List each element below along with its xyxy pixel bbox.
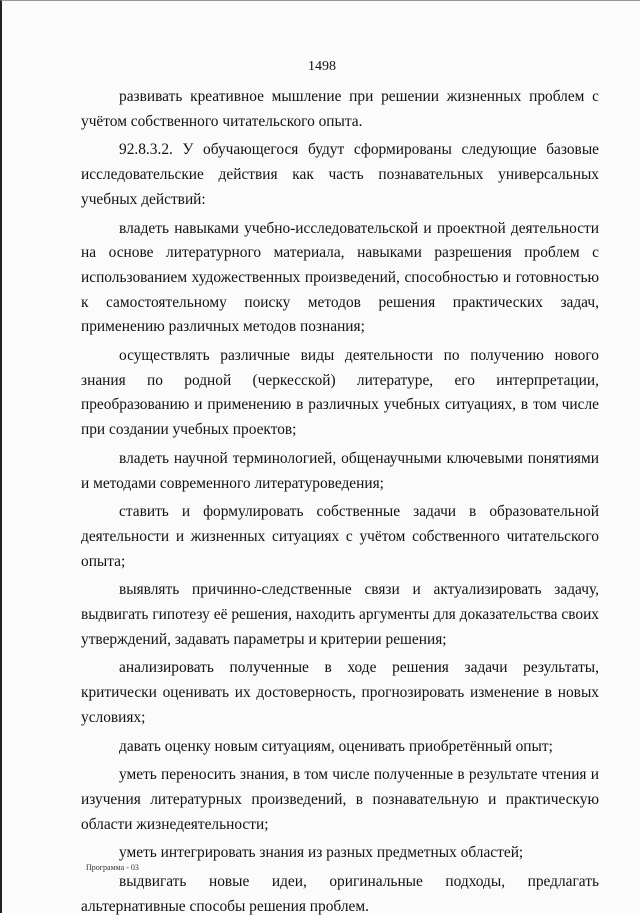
paragraph: владеть научной терминологией, общенаучными ключевыми понятиями и методами современного литературоведения;	[81, 449, 599, 492]
paragraph: 92.8.3.2. У обучающегося будут сформированы следующие базовые исследовательские действия как часть познавательных универсальных учебных действий:	[81, 141, 599, 208]
paragraph: развивать креативное мышление при решении жизненных проблем с учётом собственного читательского опыта.	[81, 88, 599, 130]
paragraph: выявлять причинно-следственные связи и актуализировать задачу, выдвигать гипотезу её решения, находить аргументы для доказательства своих утверждений, задавать параметры и критерии решения;	[81, 581, 599, 648]
body-text	[81, 85, 599, 920]
paragraph: владеть навыками учебно-исследовательской и проектной деятельности на основе литературного материала, навыками разрешения проблем с использованием художественных произведений, способностью и готовностью к самостоятельному поиску методов решения практических задач, применению различных методов познания;	[81, 219, 599, 336]
paragraph: анализировать полученные в ходе решения задачи результаты, критически оценивать их достоверность, прогнозировать изменение в новых условиях;	[81, 659, 599, 726]
paragraph: давать оценку новым ситуациям, оценивать приобретённый опыт;	[119, 737, 553, 755]
paragraph: ставить и формулировать собственные задачи в образовательной деятельности и жизненных ситуациях с учётом собственного читательского опыта;	[81, 503, 599, 570]
paragraph: уметь переносить знания, в том числе полученные в результате чтения и изучения литературных произведений, в познавательную и практическую области жизнедеятельности;	[81, 766, 599, 833]
page-number: 1498	[308, 59, 336, 74]
paragraph: осуществлять различные виды деятельности по получению нового знания по родной (черкесской) литературе, его интерпретации, преобразованию и применению в различных учебных ситуациях, в том числе при создании учебных проектов;	[81, 347, 599, 439]
footer-label: Программа - 03	[86, 863, 139, 872]
paragraph: уметь интегрировать знания из разных предметных областей;	[119, 844, 524, 862]
paragraph: выдвигать новые идеи, оригинальные подходы, предлагать альтернативные способы решения проблем.	[81, 873, 599, 915]
